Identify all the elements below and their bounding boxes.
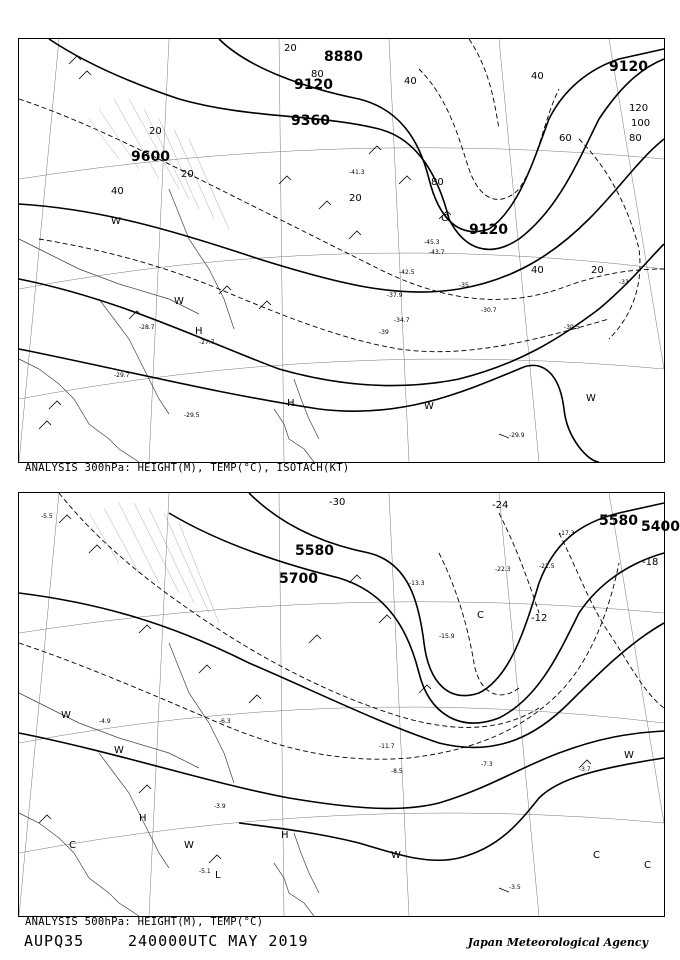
wind-barbs [39,56,509,438]
high-center: H [287,398,295,409]
warm-center: W [586,393,596,404]
warm-center: W [61,710,71,721]
cold-center: C [644,860,651,871]
isotach-label: 120 [629,103,649,114]
temperature-label: -37.9 [387,292,403,299]
agency-name: Japan Meteorological Agency [467,936,648,949]
high-center: H [195,326,203,337]
temperature-label: -29.9 [509,432,525,439]
temperature-label: -13.3 [409,580,425,587]
temperature-label: -15.9 [439,633,455,640]
temperature-label: -11.7 [379,743,395,750]
warm-center: W [624,750,634,761]
height-label: 5580 [599,513,638,529]
map-300hpa-canvas [19,39,664,462]
temperature-label: -7.3 [481,761,493,768]
isotach-label: 20 [181,169,194,180]
height-label: 5700 [279,571,318,587]
temperature-label: -41.3 [349,169,365,176]
temperature-label: -5.5 [41,513,53,520]
height-label: 9360 [291,113,330,129]
caption-300hpa: ANALYSIS 300hPa: HEIGHT(M), TEMP(°C), ISOTACH(KT) [25,462,350,474]
isotach-label: 60 [559,133,572,144]
cold-center: C [593,850,600,861]
temperature-label: -6.3 [219,718,231,725]
temperature-label: -3.5 [509,884,521,891]
isotach-label: 20 [591,265,604,276]
temperature-label: -21.5 [539,563,555,570]
temperature-label: -45.3 [424,239,440,246]
temperature-label: -3.7 [579,766,591,773]
warm-center: W [114,745,124,756]
isotach-label: 80 [629,133,642,144]
cold-center: C [477,610,484,621]
temperature-label: -34.7 [394,317,410,324]
map-panel-500hpa [18,492,680,917]
isotach-label: 20 [349,193,362,204]
height-label: 5580 [295,543,334,559]
map-500hpa-canvas [19,493,680,916]
cold-center: C [441,213,448,224]
temperature-label: -33 [619,279,629,286]
product-code: AUPQ35 [24,932,85,950]
height-label: 9600 [131,149,170,165]
valid-time: 240000UTC MAY 2019 [128,932,309,950]
temperature-label: -5.1 [199,868,211,875]
temperature-label: -42.5 [399,269,415,276]
low-center: L [215,870,221,881]
height-label: 5400 [641,519,680,535]
temperature-label: -8.5 [391,768,403,775]
caption-500hpa: ANALYSIS 500hPa: HEIGHT(M), TEMP(°C) [25,916,264,928]
height-label: 9120 [469,222,508,238]
warm-center: W [111,216,121,227]
map-panel-300hpa [18,38,665,463]
temperature-label: -3.9 [214,803,226,810]
temperature-label: -27.7 [199,339,215,346]
temperature-label: -29.5 [184,412,200,419]
hatched-region [89,503,219,623]
warm-center: W [184,840,194,851]
temperature-label: -22.3 [495,566,511,573]
height-label: 9120 [294,77,333,93]
temperature-label: -39 [379,329,389,336]
isotach-label: 40 [404,76,417,87]
high-center: H [139,813,147,824]
temperature-label: -18 [642,557,659,568]
height-label: 9120 [609,59,648,75]
warm-center: W [174,296,184,307]
isotach-label: 100 [631,118,651,129]
temperature-label: -30 [329,497,346,508]
height-contours [19,493,664,860]
temperature-label: -17.3 [559,530,575,537]
temperature-label: -4.9 [99,718,111,725]
warm-center: W [424,401,434,412]
isotach-label: 40 [111,186,124,197]
temperature-label: -12 [531,613,548,624]
isotach-label: 80 [311,69,324,80]
temperature-label: -35 [459,282,469,289]
coastline [19,643,319,916]
temperature-label: -30.5 [564,324,580,331]
temperature-label: -43.7 [429,249,445,256]
cold-center: C [69,840,76,851]
warm-center: W [391,850,401,861]
high-center: H [281,830,289,841]
temperature-label: -24 [492,500,509,511]
temperature-label: -30.7 [481,307,497,314]
isotach-label: 40 [531,265,544,276]
isotach-label: 40 [531,71,544,82]
temperature-label: -29.7 [114,372,130,379]
height-label: 8880 [324,49,363,65]
isotach-label: 80 [431,177,444,188]
isotach-label: 20 [149,126,162,137]
isotach-label: 20 [284,43,297,54]
temperature-label: -28.7 [139,324,155,331]
